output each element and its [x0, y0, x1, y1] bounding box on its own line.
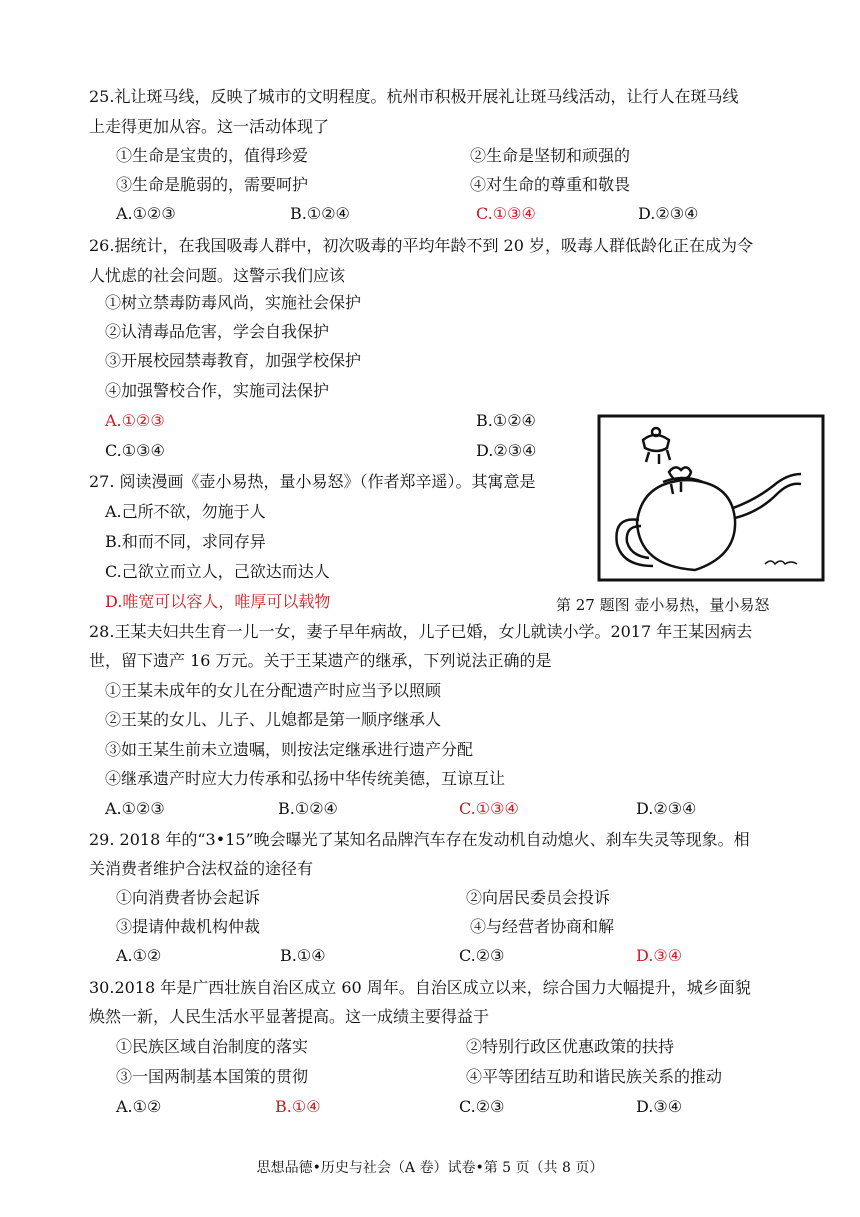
q30-statement-2: ②特别行政区优惠政策的扶持 [466, 1037, 675, 1056]
q30-stem-line2: 焕然一新，人民生活水平显著提高。这一成绩主要得益于 [89, 1007, 490, 1026]
q28-stem-line2: 世，留下遗产 16 万元。关于王某遗产的继承，下列说法正确的是 [89, 651, 552, 670]
q30-option-d: D.③④ [636, 1097, 683, 1116]
q25-statement-4: ④对生命的尊重和敬畏 [470, 175, 631, 194]
q27-option-b: B.和而不同，求同存异 [105, 532, 266, 551]
q26-stem-line2: 人忧虑的社会问题。这警示我们应该 [89, 266, 346, 285]
q29-statement-2: ②向居民委员会投诉 [466, 888, 611, 907]
q30-statement-1: ①民族区域自治制度的落实 [116, 1037, 309, 1056]
q26-option-a-answer: A.①②③ [105, 411, 165, 430]
q27-stem: 27. 阅读漫画《壶小易热，量小易怒》（作者郑辛遥）。其寓意是 [89, 472, 536, 491]
q27-option-a: A.己所不欲，勿施于人 [105, 502, 266, 521]
q25-statement-1: ①生命是宝贵的，值得珍爱 [116, 146, 309, 165]
q30-option-c: C.②③ [459, 1097, 505, 1116]
q26-option-d: D.②③④ [476, 441, 537, 460]
q29-stem-line1: 29. 2018 年的“3•15”晚会曝光了某知名品牌汽车存在发动机自动熄火、刹车失灵等现象。相 [89, 830, 750, 849]
q30-stem-line1: 30.2018 年是广西壮族自治区成立 60 周年。自治区成立以来，综合国力大幅提升，城乡面貌 [89, 978, 751, 997]
q26-statement-4: ④加强警校合作，实施司法保护 [105, 381, 330, 400]
q29-option-d-answer: D.③④ [636, 946, 683, 965]
q27-figure-caption: 第 27 题图 壶小易热，量小易怒 [556, 596, 770, 614]
q30-statement-3: ③一国两制基本国策的贯彻 [116, 1067, 309, 1086]
q28-option-b: B.①②④ [278, 799, 338, 818]
q28-statement-4: ④继承遗产时应大力传承和弘扬中华传统美德，互谅互让 [105, 769, 506, 788]
q28-statement-1: ①王某未成年的女儿在分配遗产时应当予以照顾 [105, 681, 442, 700]
q29-stem-line2: 关消费者维护合法权益的途径有 [89, 859, 314, 878]
q27-option-d-answer: D.唯宽可以容人，唯厚可以载物 [105, 592, 331, 611]
q26-statement-1: ①树立禁毒防毒风尚，实施社会保护 [105, 293, 362, 312]
q26-option-b: B.①②④ [476, 411, 536, 430]
q25-option-d: D.②③④ [638, 204, 699, 223]
q25-stem-line2: 上走得更加从容。这一活动体现了 [89, 117, 330, 136]
teapot-cartoon-image [597, 412, 827, 584]
q28-statement-3: ③如王某生前未立遗嘱，则按法定继承进行遗产分配 [105, 740, 474, 759]
q29-option-b: B.①④ [280, 946, 326, 965]
q25-statement-2: ②生命是坚韧和顽强的 [470, 146, 631, 165]
q29-statement-1: ①向消费者协会起诉 [116, 888, 261, 907]
q25-option-c-answer: C.①③④ [476, 204, 536, 223]
q28-option-c-answer: C.①③④ [459, 799, 519, 818]
q28-stem-line1: 28.王某夫妇共生育一儿一女，妻子早年病故，儿子已婚，女儿就读小学。2017 年王某因病去 [89, 622, 753, 641]
q25-statement-3: ③生命是脆弱的，需要呵护 [116, 175, 309, 194]
q26-option-c: C.①③④ [105, 441, 165, 460]
q26-stem-line1: 26.据统计，在我国吸毒人群中，初次吸毒的平均年龄不到 20 岁，吸毒人群低龄化正在成为令 [89, 236, 753, 255]
q29-statement-3: ③提请仲裁机构仲裁 [116, 917, 261, 936]
q28-option-d: D.②③④ [636, 799, 697, 818]
q26-statement-2: ②认清毒品危害，学会自我保护 [105, 322, 330, 341]
q25-option-b: B.①②④ [290, 204, 350, 223]
q30-option-b-answer: B.①④ [275, 1097, 321, 1116]
q28-statement-2: ②王某的女儿、儿子、儿媳都是第一顺序继承人 [105, 710, 442, 729]
q29-option-c: C.②③ [459, 946, 505, 965]
page-footer: 思想品德•历史与社会（A 卷）试卷•第 5 页（共 8 页） [256, 1160, 604, 1176]
q28-option-a: A.①②③ [105, 799, 165, 818]
q26-statement-3: ③开展校园禁毒教育，加强学校保护 [105, 351, 362, 370]
q29-option-a: A.①② [116, 946, 162, 965]
q25-stem-line1: 25.礼让斑马线，反映了城市的文明程度。杭州市积极开展礼让斑马线活动，让行人在斑马线 [89, 87, 739, 106]
q30-statement-4: ④平等团结互助和谐民族关系的推动 [466, 1067, 723, 1086]
q30-option-a: A.①② [116, 1097, 162, 1116]
q27-option-c: C.己欲立而立人，己欲达而达人 [105, 562, 330, 581]
q29-statement-4: ④与经营者协商和解 [470, 917, 615, 936]
q25-option-a: A.①②③ [116, 204, 176, 223]
